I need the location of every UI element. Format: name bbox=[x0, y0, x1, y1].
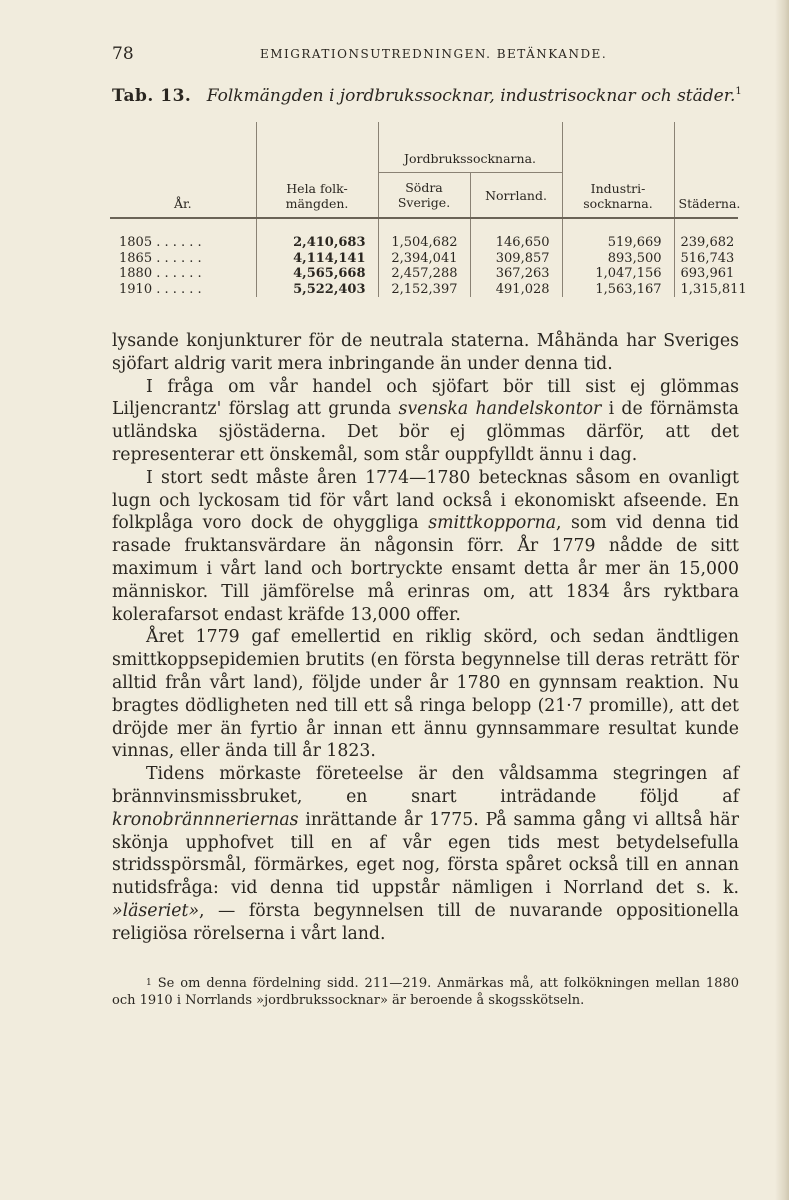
cell-north: 367,263 bbox=[470, 266, 562, 282]
body-text bbox=[112, 330, 739, 946]
table-row bbox=[110, 251, 738, 267]
table-caption bbox=[112, 86, 742, 106]
header-south: Södra Sverige. bbox=[378, 173, 470, 219]
population-table bbox=[110, 122, 747, 297]
cell-north: 146,650 bbox=[470, 235, 562, 251]
cell-year: 1805 . . . . . . bbox=[119, 235, 202, 250]
page-number: 78 bbox=[112, 44, 134, 64]
cell-north: 309,857 bbox=[470, 251, 562, 267]
page-edge bbox=[775, 0, 789, 1200]
cell-cities: 693,961 bbox=[674, 266, 738, 282]
header-agri: Jordbrukssocknarna. bbox=[378, 122, 562, 173]
cell-south: 2,457,288 bbox=[378, 266, 470, 282]
header-cities: Städerna. bbox=[674, 122, 738, 218]
cell-year: 1910 . . . . . . bbox=[119, 281, 202, 297]
paragraph: lysande konjunkturer för de neutrala staterna. Måhända har Sveriges sjöfart aldrig varit mera inbringande än under denna tid. bbox=[112, 331, 739, 374]
footnote-number: 1 bbox=[146, 978, 152, 988]
footnote-text: Se om denna fördelning sidd. 211—219. Anmärkas må, att folkökningen mellan 1880 och 1910 i Norrlands »jordbrukssocknar» är beroende å skogsskötseln. bbox=[112, 976, 739, 1008]
table-row bbox=[110, 282, 738, 298]
cell-total: 2,410,683 bbox=[256, 235, 378, 251]
cell-total: 5,522,403 bbox=[256, 282, 378, 298]
cell-total: 4,565,668 bbox=[256, 266, 378, 282]
table-label: Tab. 13. bbox=[112, 86, 192, 106]
paragraph: I fråga om vår handel och sjöfart bör till sist ej glömmas Liljencrantz' förslag att grunda svenska handelskontor i de förnämsta utländska sjöstäderna. Det bör ej glömmas därför, att det representerar ett önskemål, som står ouppfylldt ännu i dag. bbox=[112, 376, 739, 465]
table-title: Folkmängden i jordbrukssocknar, industrisocknar och städer.$^1$ bbox=[206, 86, 742, 106]
footnote-marker: 1 bbox=[735, 86, 742, 97]
header-total: Hela folk-mängden. bbox=[256, 122, 378, 218]
paragraph: I stort sedt måste åren 1774—1780 betecknas såsom en ovanligt lugn och lyckosam tid för vårt land också i ekonomiskt afseende. En folkplåga voro dock de ohyggliga smittkopporna, som vid denna tid rasade fruktansvärdare än någonsin förr. År 1779 nådde de sitt maximum i vårt land och bortryckte ensamt detta år mer än 15,000 människor. Till jämförelse må erinras om, att 1834 års ryktbara kolerafarsot endast kräfde 13,000 offer. bbox=[112, 467, 739, 625]
cell-south: 2,394,041 bbox=[378, 251, 470, 267]
running-title: EMIGRATIONSUTREDNINGEN. BETÄNKANDE. bbox=[260, 47, 608, 61]
cell-cities: 239,682 bbox=[674, 235, 738, 251]
cell-industrial: 893,500 bbox=[562, 251, 674, 267]
footnote bbox=[112, 975, 739, 1009]
cell-total: 4,114,141 bbox=[256, 251, 378, 267]
cell-year: 1880 . . . . . . bbox=[119, 266, 202, 281]
header-year: År. bbox=[173, 196, 192, 211]
cell-south: 2,152,397 bbox=[378, 282, 470, 298]
cell-north: 491,028 bbox=[470, 282, 562, 298]
cell-cities: 516,743 bbox=[674, 251, 738, 267]
cell-industrial: 1,563,167 bbox=[562, 282, 674, 298]
table-row bbox=[110, 266, 738, 282]
cell-industrial: 1,047,156 bbox=[562, 266, 674, 282]
cell-south: 1,504,682 bbox=[378, 235, 470, 251]
cell-cities: 1,315,811 bbox=[674, 282, 738, 298]
cell-year: 1865 . . . . . . bbox=[119, 250, 202, 266]
paragraph: Tidens mörkaste företeelse är den våldsamma stegringen af brännvinsmissbruket, en snart inträdande följd af kronobrännneriernas inrättande år 1775. På samma gång vi alltså här skönja upphofvet till en af vår egen tids mest betydelsefulla stridsspörsmål, förmärkes, eget nog, första spåret också till en annan nutidsfråga: vid denna tid uppstår nämligen i Norrland det s. k. »läseriet», — första begynnelsen till de nuvarande oppositionella religiösa rörelserna i vårt land. bbox=[112, 764, 739, 944]
table-row bbox=[110, 235, 738, 251]
cell-industrial: 519,669 bbox=[562, 235, 674, 251]
header-north: Norrland. bbox=[470, 173, 562, 219]
paragraph: Året 1779 gaf emellertid en riklig skörd, och sedan ändtligen smittkoppsepidemien brutits (en första begynnelse till deras reträtt för alltid från vårt land), följde under år 1780 en gynnsam reaktion. Nu bragtes dödligheten ned till ett så ringa belopp (21·7 promille), att det dröjde mer än fyrtio år innan ett ännu gynnsammare resultat kunde vinnas, eller ända till år 1823. bbox=[112, 627, 739, 762]
header-industrial: Industri-socknarna. bbox=[562, 122, 674, 218]
